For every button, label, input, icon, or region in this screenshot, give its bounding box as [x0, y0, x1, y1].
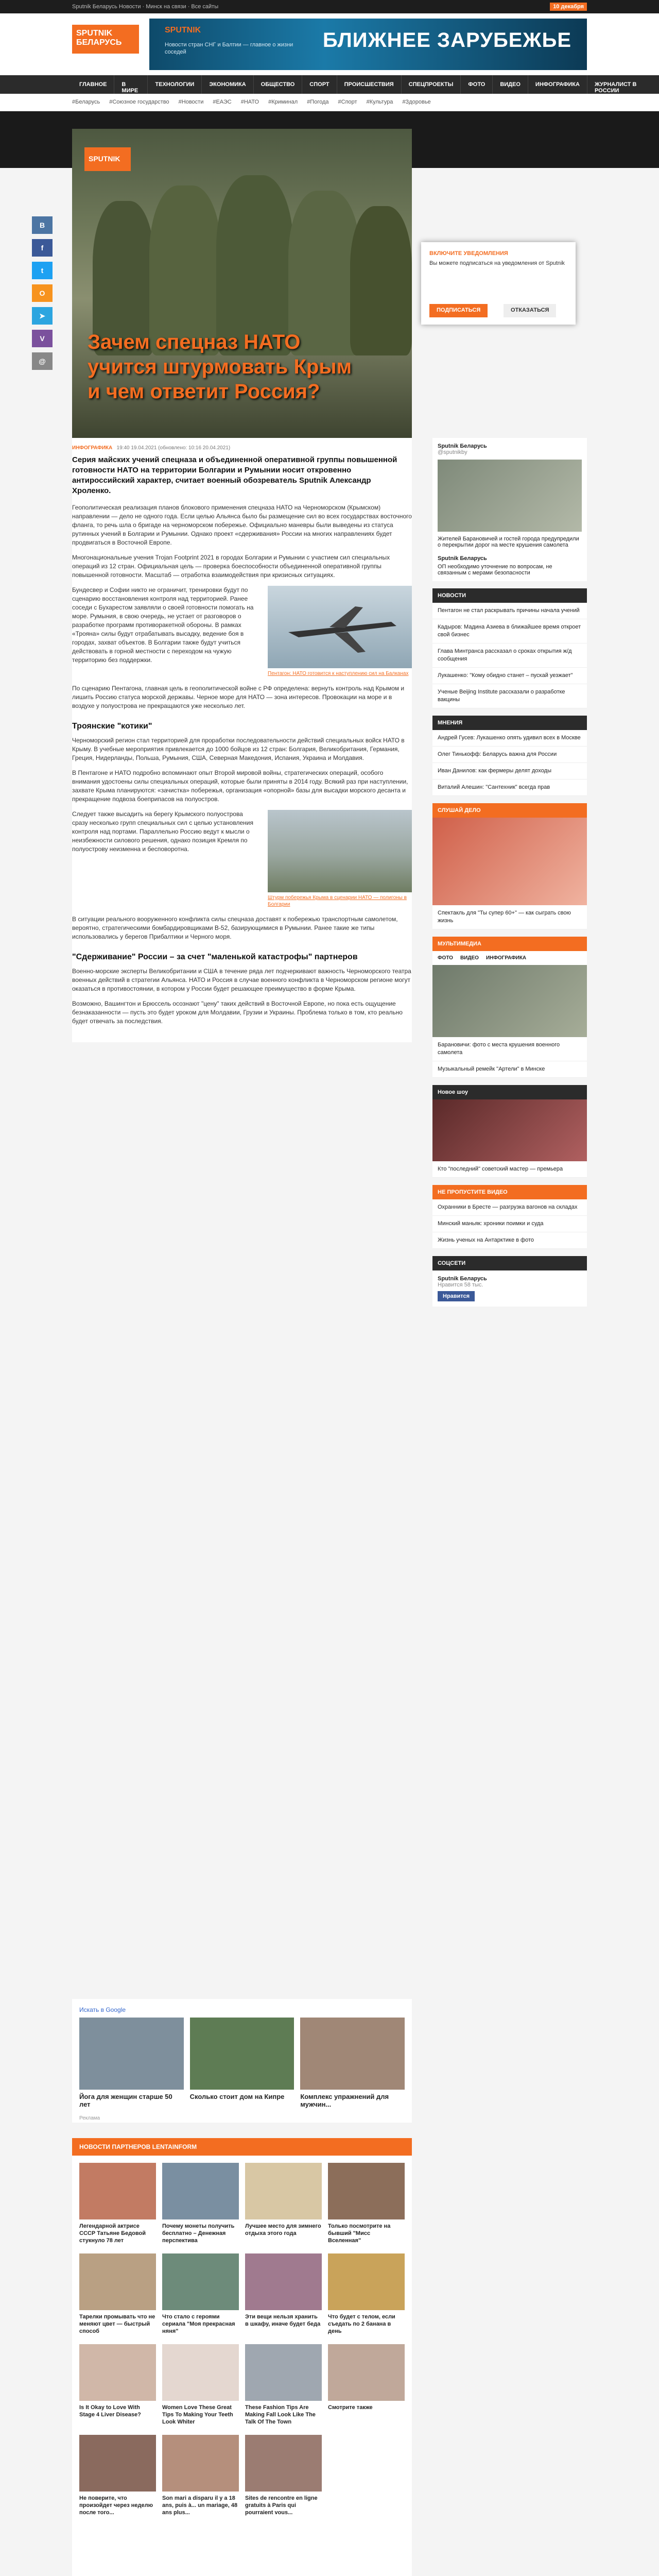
widget-title: СОЦСЕТИ: [432, 1256, 587, 1270]
partner-image: [79, 2253, 156, 2310]
partner-card[interactable]: [79, 2163, 156, 2247]
partner-card[interactable]: [79, 2344, 156, 2429]
partner-image: [328, 2163, 405, 2219]
article-meta: [72, 445, 412, 455]
partner-card[interactable]: [245, 2163, 322, 2247]
paragraph: В ситуации реального вооруженного конфликта силы спецназа доставят к побережью транспортным самолетом, вероятно, стратегическими бомбардировщиками B-52, базирующимися в Румынии. Ранее такие же типы использовались у берегов Прибалтики и Черного моря.: [72, 916, 398, 940]
section-title: НОВОСТИ ПАРТНЕРОВ LENTAINFORM: [72, 2138, 412, 2156]
paragraph: В Пентагоне и НАТО подробно вспоминают опыт Второй мировой войны, стратегических операций, особого внимания удостоены силы специальных операций, которые были приняты в 2014 году. Всякий раз при наступлении, захвате Крыма планируются: «зачистка» побережья, организация «опорной» базы для высадки морского десанта и прекращение подвоза боеприпасов на полуостров.: [72, 769, 408, 803]
trending-tag[interactable]: #ЕАЭС: [213, 99, 232, 105]
related-image: [268, 810, 412, 892]
ad-image: [300, 2018, 405, 2090]
banner-kicker: SPUTNIK: [165, 26, 201, 35]
trending-tag[interactable]: #Союзное государство: [109, 99, 169, 105]
ad-title: Сколько стоит дом на Кипре: [189, 2093, 285, 2100]
nav-item[interactable]: СПОРТ: [302, 75, 336, 94]
partner-card[interactable]: [162, 2435, 239, 2519]
multimedia-item[interactable]: Музыкальный ремейк "Артели" в Минске: [432, 1061, 587, 1078]
widget-title: МНЕНИЯ: [432, 716, 587, 730]
news-item[interactable]: Глава Минтранса рассказал о сроках открытия ж/д сообщения: [432, 643, 587, 668]
nav-item[interactable]: ВИДЕО: [492, 75, 528, 94]
partner-card[interactable]: [162, 2163, 239, 2247]
ads-block: [72, 1999, 412, 2123]
inline-related-1[interactable]: [268, 586, 412, 679]
facebook-like-button[interactable]: Нравится: [438, 1291, 475, 1301]
facebook-page-name[interactable]: Sputnik Беларусь: [438, 1276, 487, 1282]
partner-title: Эти вещи нельзя хранить в шкафу, иначе будет беда: [245, 2314, 321, 2327]
subscribe-button[interactable]: ПОДПИСАТЬСЯ: [429, 304, 488, 317]
trending-bar: [0, 94, 659, 111]
subscribe-popup: [421, 242, 576, 325]
paragraph: Военно-морские эксперты Великобритании и США в течение ряда лет подчеркивают важность Черноморского театра военных действий в стратегии Альянса. НАТО и Россия в случае военного конфликта в Черноморском регионе могут оказаться в противостоянии, в котором у России будет решающее преимущество в форме Крыма.: [72, 968, 411, 992]
news-item[interactable]: Лукашенко: "Кому обидно станет – пускай уезжает": [432, 668, 587, 684]
ad-card[interactable]: [79, 2018, 184, 2111]
partner-title: Почему монеты получить бесплатно – Денежная перспектива: [162, 2223, 235, 2244]
related-caption[interactable]: Пентагон: НАТО готовится к наступлению сил на Балканах: [268, 671, 409, 676]
nav-item[interactable]: ЖУРНАЛИСТ В РОССИИ: [587, 75, 659, 94]
twitter-icon[interactable]: t: [32, 262, 53, 279]
sputnik-watermark: SPUTNIK: [84, 147, 131, 171]
paragraph: Следует также высадить на берегу Крымского полуострова сразу несколько групп специальных сил с целью установления контроля над портами. Параллельно Россию ведут к мысли о неизбежности силового решения, однако позиция Кремля по полуострову неизменна и бесповоротна.: [72, 810, 253, 853]
partner-image: [328, 2435, 405, 2492]
news-item[interactable]: Пентагон не стал раскрывать причины начала учений: [432, 603, 587, 619]
facebook-likes: Нравится 58 тыс.: [438, 1282, 483, 1288]
show-widget: [432, 1085, 587, 1178]
top-bar-date: 10 декабря: [550, 3, 587, 11]
partner-title: Что стало с героями сериала "Моя прекрасная няня": [162, 2314, 235, 2334]
partner-image: [79, 2163, 156, 2219]
hero-title: [88, 330, 396, 404]
vk-icon[interactable]: В: [32, 216, 53, 234]
social-image: [438, 460, 582, 532]
partner-image: [245, 2344, 322, 2401]
facebook-icon[interactable]: f: [32, 239, 53, 257]
show-image[interactable]: [432, 1099, 587, 1161]
google-search-label[interactable]: Искать в Google: [79, 2006, 126, 2013]
multimedia-widget: [432, 937, 587, 1078]
trending-tag[interactable]: #Погода: [307, 99, 329, 105]
site-logo[interactable]: SPUTNIK БЕЛАРУСЬ: [72, 25, 139, 54]
partner-title: [328, 2492, 405, 2498]
article-tag[interactable]: ИНФОГРАФИКА: [72, 445, 113, 451]
multimedia-tab[interactable]: ИНФОГРАФИКА: [485, 955, 527, 961]
nav-item[interactable]: СПЕЦПРОЕКТЫ: [401, 75, 461, 94]
top-bar-links[interactable]: Sputnik Беларусь Новости · Минск на связи · Все сайты: [72, 4, 219, 10]
paragraph: Геополитическая реализация планов блокового применения спецназа НАТО на Черноморском (Крымском) направлении — дело не одного года. Если целью Альянса было бы размещение сил во всех государствах восточного фланга, то речь шла о бригаде на черноморском побережье. Официально маневры были выведены из статуса рутинных учений в Болгарии и Румынии. Однако проект «сдерживания» России на многих направлениях будет продвигаться в Восточной Европе.: [72, 504, 412, 546]
hero-title-line-3: и чем ответит Россия?: [88, 380, 320, 403]
trending-tag[interactable]: #Криминал: [268, 99, 298, 105]
partner-card[interactable]: [79, 2435, 156, 2519]
ads-note: Реклама: [79, 2115, 100, 2121]
social-post-text: ОП необходимо уточнение по вопросам, не связанным с мерами безопасности: [438, 564, 552, 576]
partner-card[interactable]: [162, 2253, 239, 2338]
partner-card[interactable]: [162, 2344, 239, 2429]
multimedia-item[interactable]: Барановичи: фото с места крушения военного самолета: [432, 1037, 587, 1061]
partner-image: [79, 2435, 156, 2492]
social-post-text: Жителей Барановичей и гостей города предупредили о перекрытии дорог на месте крушения самолета: [438, 536, 579, 548]
nav-item[interactable]: ЭКОНОМИКА: [201, 75, 253, 94]
partner-card[interactable]: [79, 2253, 156, 2338]
top-bar: [0, 0, 659, 13]
social-account-name[interactable]: Sputnik Беларусь: [438, 443, 487, 449]
partner-card[interactable]: [245, 2344, 322, 2429]
video-thumb[interactable]: [432, 818, 587, 905]
opinion-item[interactable]: Виталий Алешин: "Сантехник" всегда прав: [432, 779, 587, 796]
partner-title: These Fashion Tips Are Making Fall Look Like The Talk Of The Town: [245, 2404, 316, 2425]
section-heading: "Сдерживание" России – за счет "маленькой катастрофы" партнеров: [72, 953, 358, 961]
partner-title: Is It Okay to Love With Stage 4 Liver Disease?: [79, 2404, 141, 2418]
trending-tag[interactable]: #Культура: [366, 99, 393, 105]
video-item[interactable]: Жизнь ученых на Антарктике в фото: [432, 1232, 587, 1249]
news-widget: [432, 588, 587, 708]
nav-item[interactable]: ОБЩЕСТВО: [253, 75, 302, 94]
popup-heading: ВКЛЮЧИТЕ УВЕДОМЛЕНИЯ: [429, 250, 508, 257]
mail-icon[interactable]: @: [32, 352, 53, 370]
partner-image: [245, 2253, 322, 2310]
widget-title: НЕ ПРОПУСТИТЕ ВИДЕО: [432, 1185, 587, 1199]
social-networks-widget: [432, 1256, 587, 1307]
trending-tag[interactable]: #Здоровье: [402, 99, 431, 105]
widget-title: СЛУШАЙ ДЕЛО: [432, 803, 587, 818]
article-date: 19:40 19.04.2021 (обновлено: 10:16 20.04.2021): [116, 445, 231, 451]
ad-card[interactable]: [190, 2018, 294, 2111]
odnoklassniki-icon[interactable]: О: [32, 284, 53, 302]
partner-card[interactable]: [328, 2253, 405, 2338]
paragraph: По сценарию Пентагона, главная цель в геополитической войне с РФ определена: вернуть контроль над Крымом и лишить Россию статуса морской державы. Черное море для НАТО — зона интересов. Провокации на море и в воздухе у полуострова не прекращаются уже несколько лет.: [72, 685, 405, 709]
partner-title: Что будет с телом, если съедать по 2 банана в день: [328, 2314, 395, 2334]
partner-image: [79, 2344, 156, 2401]
trending-tag[interactable]: #НАТО: [240, 99, 259, 105]
opinion-item[interactable]: Олег Тинькофф: Беларусь важна для России: [432, 747, 587, 763]
partner-title: Лучшее место для зимнего отдыха этого года: [245, 2223, 321, 2236]
partner-card[interactable]: [328, 2435, 405, 2519]
inline-related-2[interactable]: [268, 810, 412, 910]
partner-title: Легендарной актрисе СССР Татьяне Бедовой стукнуло 78 лет: [79, 2223, 146, 2244]
multimedia-image[interactable]: [432, 965, 587, 1037]
news-item[interactable]: Кадыров: Мадина Азиева в ближайшее время откроет свой бизнес: [432, 619, 587, 643]
nav-item[interactable]: В МИРЕ: [114, 75, 147, 94]
hero-image: [72, 129, 412, 438]
partners-section: [72, 2138, 412, 2576]
header-banner[interactable]: [149, 19, 587, 70]
banner-text: Новости стран СНГ и Балтии — главное о жизни соседей: [165, 42, 293, 55]
partner-image: [162, 2163, 239, 2219]
partner-title: Только посмотрите на бывший "Мисс Вселенная": [328, 2223, 391, 2244]
trending-tag[interactable]: #Беларусь: [72, 99, 100, 105]
bomber-icon: [268, 586, 412, 668]
nav-item[interactable]: ИНФОГРАФИКА: [528, 75, 587, 94]
multimedia-tab[interactable]: ВИДЕО: [460, 955, 479, 961]
partner-title: Не поверите, что произойдет через неделю после того...: [79, 2495, 153, 2516]
partner-image: [328, 2253, 405, 2310]
video-caption[interactable]: Спектакль для "Ты супер 60+" — как сыграть свою жизнь: [432, 905, 587, 929]
partner-title: Son mari a disparu il y a 18 ans, puis à... un mariage, 48 ans plus...: [162, 2495, 238, 2516]
partner-title: Sites de rencontre en ligne gratuits à Paris qui pourraient vous...: [245, 2495, 318, 2516]
share-sidebar: [32, 216, 53, 375]
partner-image: [245, 2163, 322, 2219]
paragraph: Возможно, Вашингтон и Брюссель осознают "цену" таких действий в Восточной Европе, но пока есть ощущение безнаказанности — пусть это будет уроком для Молдавии, Грузии и Украины. Проблема только в том, кто реально будет отвечать за последствия.: [72, 1000, 403, 1025]
partner-card[interactable]: [245, 2435, 322, 2519]
partner-card[interactable]: [328, 2163, 405, 2247]
partner-image: [162, 2344, 239, 2401]
opinion-item[interactable]: Андрей Гусев: Лукашенко опять удивил всех в Москве: [432, 730, 587, 747]
nav-item[interactable]: ТЕХНОЛОГИИ: [147, 75, 201, 94]
trending-tag[interactable]: #Новости: [178, 99, 204, 105]
widget-title: Новое шоу: [432, 1085, 587, 1099]
show-caption[interactable]: Кто "последний" советский мастер — премьера: [432, 1161, 587, 1178]
viber-icon[interactable]: V: [32, 330, 53, 347]
main-nav: [0, 75, 659, 94]
partner-title: Тарелки промывать что не меняют цвет — быстрый способ: [79, 2314, 155, 2334]
telegram-icon[interactable]: ➤: [32, 307, 53, 325]
missed-video-widget: [432, 1185, 587, 1249]
ad-image: [79, 2018, 184, 2090]
partner-card[interactable]: [245, 2253, 322, 2338]
nav-item[interactable]: ГЛАВНОЕ: [79, 81, 107, 88]
social-account-handle: @sputnikby: [438, 449, 467, 455]
widget-title: МУЛЬТИМЕДИА: [432, 937, 587, 951]
ad-title: Комплекс упражнений для мужчин...: [300, 2093, 389, 2108]
ad-image: [190, 2018, 294, 2090]
related-caption[interactable]: Штурм побережья Крыма в сценарии НАТО — полигоны в Болгарии: [268, 895, 407, 907]
partner-image: [328, 2344, 405, 2401]
partner-card[interactable]: [328, 2344, 405, 2429]
opinion-item[interactable]: Иван Данилов: как фермеры делят доходы: [432, 763, 587, 779]
partner-title: Women Love These Great Tips To Making Your Teeth Look Whiter: [162, 2404, 233, 2425]
paragraph: Черноморский регион стал территорией для проработки последовательности действий специальных войск НАТО в Крыму. В учебные мероприятия привлекается до 1000 бойцов из 12 стран: Болгария, Великобритания, Германия, Греция, Нидерланды, Польша, Румыния, США, Северная Македония, Испания, Украина и Молдавия.: [72, 737, 405, 761]
hero-title-line-1: Зачем спецназ НАТО: [88, 331, 301, 353]
video-item[interactable]: Минский маньяк: хроники поимки и суда: [432, 1216, 587, 1232]
partner-image: [245, 2435, 322, 2492]
partner-image: [162, 2253, 239, 2310]
popup-text: Вы можете подписаться на уведомления от Sputnik: [429, 260, 565, 266]
opinions-widget: [432, 716, 587, 796]
article-body: [72, 438, 412, 1042]
multimedia-tab[interactable]: ФОТО: [438, 955, 453, 961]
banner-title: БЛИЖНЕЕ ЗАРУБЕЖЬЕ: [322, 29, 571, 52]
hero-title-line-2: учится штурмовать Крым: [88, 355, 352, 378]
video-item[interactable]: Охранники в Бресте — разгрузка вагонов на складах: [432, 1199, 587, 1216]
audio-widget: [432, 803, 587, 929]
paragraph: Бундесвер и Софии никто не ограничит, тренировки будут по сценарию восстановления контроля над территорией. Ранее соседи с Бухарестом заявляли о своей готовности помогать на море. Румыния, в свою очередь, не устает от разговоров о разработке программ противоракетной обороны. В рамках «Трояна» силы будут отрабатывать высадку, ведение боя в городах, захват объектов. В Болгарии также будут учиться действовать в горной местности с переходом на чужую территорию без поддержки.: [72, 586, 254, 664]
partner-image: [162, 2435, 239, 2492]
social-account-name[interactable]: Sputnik Беларусь: [438, 555, 487, 562]
nav-item[interactable]: ПРОИСШЕСТВИЯ: [337, 75, 401, 94]
related-image: [268, 586, 412, 668]
paragraph: Многонациональные учения Trojan Footprint 2021 в городах Болгарии и Румынии с участием сил специальных операций из 12 стран. Официальная цель — проверка боеспособности объединенной оперативной группы повышенной готовности. Масштаб — отработка взаимодействия при кризисных ситуациях.: [72, 554, 390, 579]
ad-title: Йога для женщин старше 50 лет: [79, 2093, 172, 2108]
widget-title: НОВОСТИ: [432, 588, 587, 603]
decline-button[interactable]: ОТКАЗАТЬСЯ: [504, 304, 556, 317]
news-item[interactable]: Ученые Beijing Institute рассказали о разработке вакцины: [432, 684, 587, 708]
nav-item[interactable]: ФОТО: [460, 75, 492, 94]
section-heading: Троянские "котики": [72, 722, 152, 731]
ad-card[interactable]: [300, 2018, 405, 2111]
article-lead: Серия майских учений спецназа и объединенной оперативной группы повышенной готовности НАТО на территории Болгарии и Румынии носит откровенно антироссийский характер, считает военный обозреватель Sputnik Александр Хроленко.: [72, 455, 397, 495]
trending-tag[interactable]: #Спорт: [338, 99, 357, 105]
partner-title: Смотрите также: [328, 2404, 373, 2411]
social-widget: [432, 438, 587, 581]
